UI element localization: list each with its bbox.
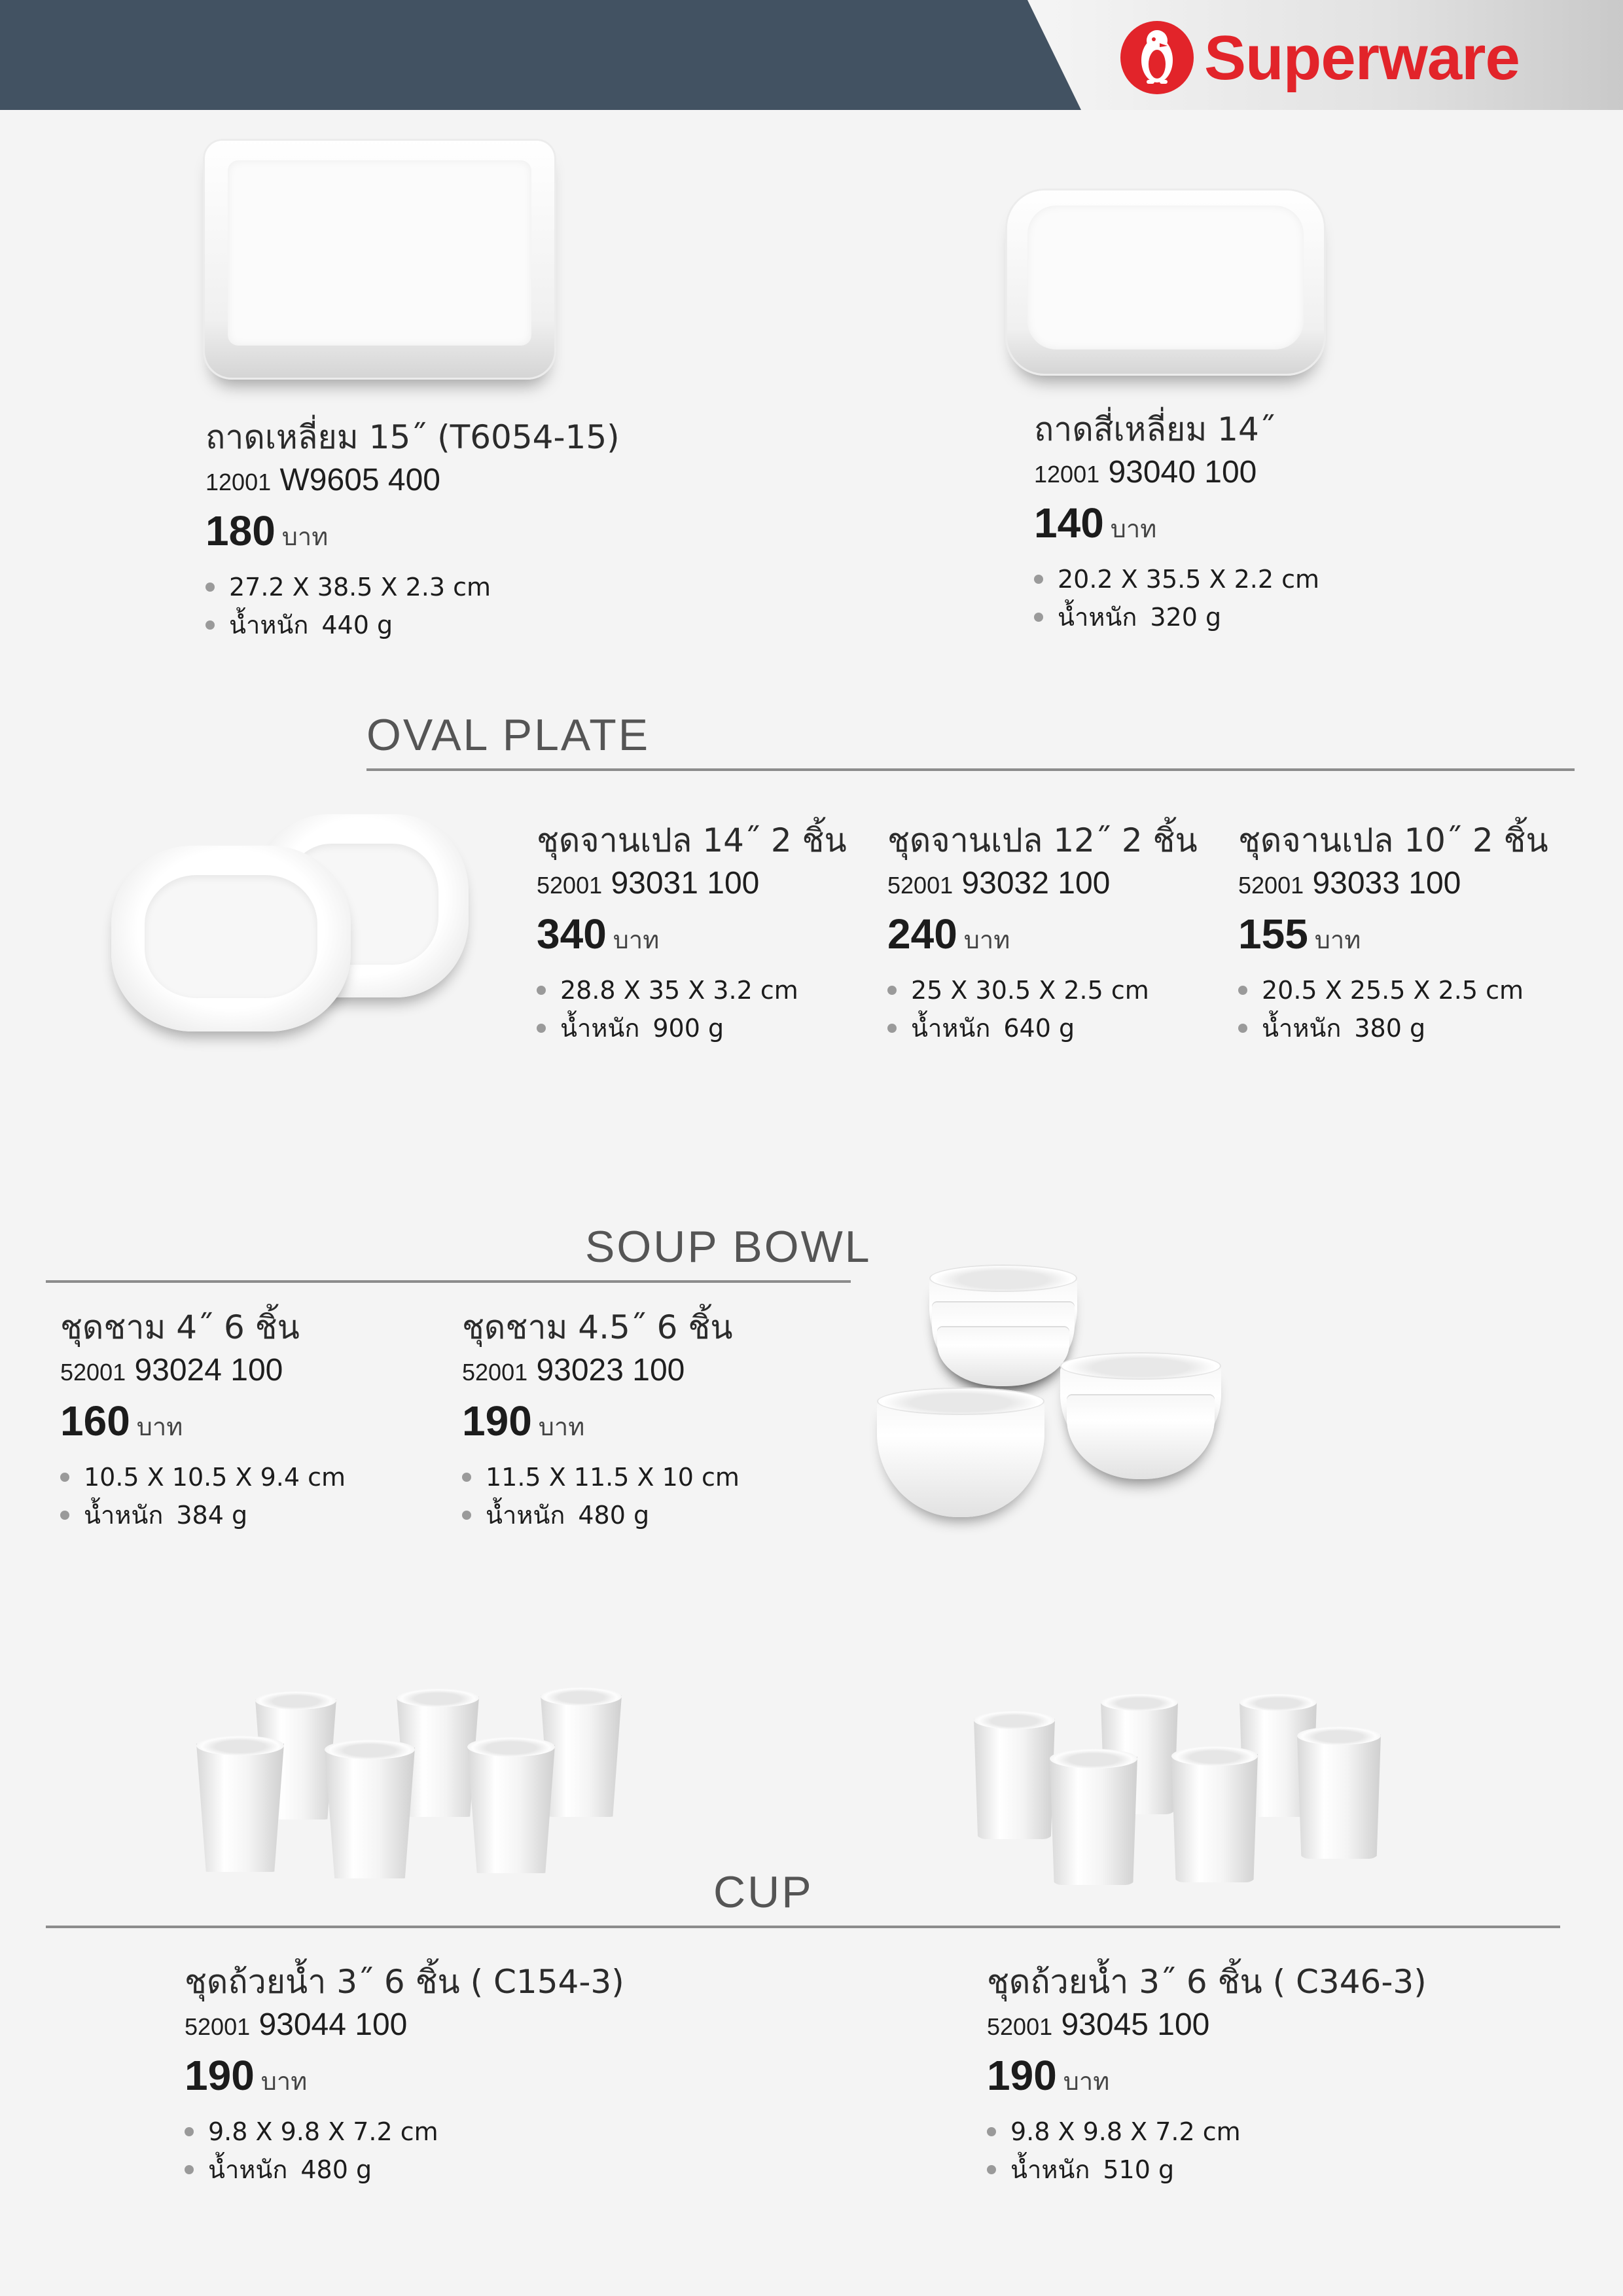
product-dimensions: 28.8 X 35 X 3.2 cm bbox=[537, 971, 847, 1009]
product-dimensions: 25 X 30.5 X 2.5 cm bbox=[887, 971, 1198, 1009]
bullet-icon bbox=[987, 2165, 996, 2174]
bowl-single-image bbox=[877, 1401, 1044, 1517]
bullet-icon bbox=[537, 1024, 546, 1033]
section-divider bbox=[46, 1280, 851, 1283]
product-code: 52001 93033 100 bbox=[1238, 866, 1461, 901]
bullet-icon bbox=[185, 2165, 194, 2174]
bullet-icon bbox=[185, 2127, 194, 2136]
bullet-icon bbox=[60, 1473, 69, 1482]
product-weight: น้ำหนัก 640 g bbox=[887, 1009, 1198, 1047]
product-plate-12 bbox=[887, 819, 1198, 1047]
bullet-icon bbox=[887, 1024, 897, 1033]
product-price: 160 บาท bbox=[60, 1397, 183, 1444]
bullet-icon bbox=[1034, 575, 1043, 584]
bullet-icon bbox=[462, 1511, 471, 1520]
product-name: ชุดถ้วยน้ำ 3˝ 6 ชิ้น ( C346-3) bbox=[987, 1963, 1427, 2001]
product-code: 52001 93032 100 bbox=[887, 866, 1111, 901]
bowl-stack-bottom-image bbox=[937, 1327, 1069, 1386]
product-weight: น้ำหนัก 384 g bbox=[60, 1496, 346, 1534]
section-divider bbox=[366, 768, 1575, 771]
product-price: 190 บาท bbox=[462, 1397, 585, 1444]
product-dimensions: 11.5 X 11.5 X 10 cm bbox=[462, 1458, 740, 1496]
product-name: ชุดถ้วยน้ำ 3˝ 6 ชิ้น ( C154-3) bbox=[185, 1963, 624, 2001]
bullet-icon bbox=[205, 620, 215, 630]
section-title-cup: CUP bbox=[713, 1867, 813, 1917]
bullet-icon bbox=[1238, 1024, 1247, 1033]
product-name: ชุดจานเปล 12˝ 2 ชิ้น bbox=[887, 821, 1198, 859]
product-name: ชุดชาม 4.5˝ 6 ชิ้น bbox=[462, 1308, 733, 1346]
product-code: 52001 93031 100 bbox=[537, 866, 760, 901]
product-dimensions: 10.5 X 10.5 X 9.4 cm bbox=[60, 1458, 346, 1496]
product-cup-c154 bbox=[185, 1961, 624, 2189]
product-dimensions: 9.8 X 9.8 X 7.2 cm bbox=[185, 2113, 624, 2151]
product-weight: น้ำหนัก 320 g bbox=[1034, 598, 1319, 636]
product-dimensions: 20.2 X 35.5 X 2.2 cm bbox=[1034, 560, 1319, 598]
bullet-icon bbox=[537, 986, 546, 995]
bullet-icon bbox=[205, 583, 215, 592]
product-weight: น้ำหนัก 510 g bbox=[987, 2151, 1427, 2189]
product-code: 12001 W9605 400 bbox=[205, 463, 440, 497]
bullet-icon bbox=[1238, 986, 1247, 995]
product-price: 340 บาท bbox=[537, 910, 660, 958]
rectangular-tray-14-image bbox=[1005, 188, 1326, 376]
bowl-pair-bottom-image bbox=[1067, 1395, 1215, 1479]
penguin-logo-icon bbox=[1120, 21, 1194, 94]
product-name: ชุดจานเปล 10˝ 2 ชิ้น bbox=[1238, 821, 1548, 859]
section-title-oval-plate: OVAL PLATE bbox=[366, 710, 651, 760]
product-code: 52001 93044 100 bbox=[185, 2007, 408, 2042]
product-cup-c346 bbox=[987, 1961, 1427, 2189]
bullet-icon bbox=[1034, 613, 1043, 622]
product-price: 155 บาท bbox=[1238, 910, 1361, 958]
product-dimensions: 27.2 X 38.5 X 2.3 cm bbox=[205, 568, 620, 606]
oval-plate-front-image bbox=[111, 846, 351, 1031]
product-price: 180 บาท bbox=[205, 507, 329, 554]
brand-name: Superware bbox=[1204, 23, 1520, 93]
product-weight: น้ำหนัก 440 g bbox=[205, 606, 620, 644]
product-code: 52001 93045 100 bbox=[987, 2007, 1210, 2042]
rectangular-tray-15-image bbox=[203, 139, 556, 380]
product-code: 12001 93040 100 bbox=[1034, 455, 1257, 490]
product-weight: น้ำหนัก 900 g bbox=[537, 1009, 847, 1047]
product-price: 240 บาท bbox=[887, 910, 1010, 958]
product-weight: น้ำหนัก 480 g bbox=[462, 1496, 740, 1534]
product-price: 190 บาท bbox=[185, 2052, 308, 2099]
product-weight: น้ำหนัก 480 g bbox=[185, 2151, 624, 2189]
product-dimensions: 9.8 X 9.8 X 7.2 cm bbox=[987, 2113, 1427, 2151]
bullet-icon bbox=[887, 986, 897, 995]
product-code: 52001 93023 100 bbox=[462, 1353, 685, 1388]
product-bowl-4-5 bbox=[462, 1306, 740, 1534]
product-tray-14 bbox=[1034, 408, 1319, 636]
product-price: 140 บาท bbox=[1034, 499, 1157, 547]
product-bowl-4 bbox=[60, 1306, 346, 1534]
bullet-icon bbox=[60, 1511, 69, 1520]
product-weight: น้ำหนัก 380 g bbox=[1238, 1009, 1548, 1047]
section-divider bbox=[46, 1926, 1560, 1928]
product-tray-15 bbox=[205, 416, 620, 644]
bullet-icon bbox=[462, 1473, 471, 1482]
product-dimensions: 20.5 X 25.5 X 2.5 cm bbox=[1238, 971, 1548, 1009]
product-name: ชุดชาม 4˝ 6 ชิ้น bbox=[60, 1308, 300, 1346]
bullet-icon bbox=[987, 2127, 996, 2136]
product-name: ถาดเหลี่ยม 15˝ (T6054-15) bbox=[205, 418, 620, 456]
product-price: 190 บาท bbox=[987, 2052, 1110, 2099]
product-plate-14 bbox=[537, 819, 847, 1047]
product-code: 52001 93024 100 bbox=[60, 1353, 283, 1388]
product-plate-10 bbox=[1238, 819, 1548, 1047]
product-name: ชุดจานเปล 14˝ 2 ชิ้น bbox=[537, 821, 847, 859]
product-name: ถาดสี่เหลี่ยม 14˝ bbox=[1034, 410, 1275, 448]
section-title-soup-bowl: SOUP BOWL bbox=[585, 1222, 872, 1272]
